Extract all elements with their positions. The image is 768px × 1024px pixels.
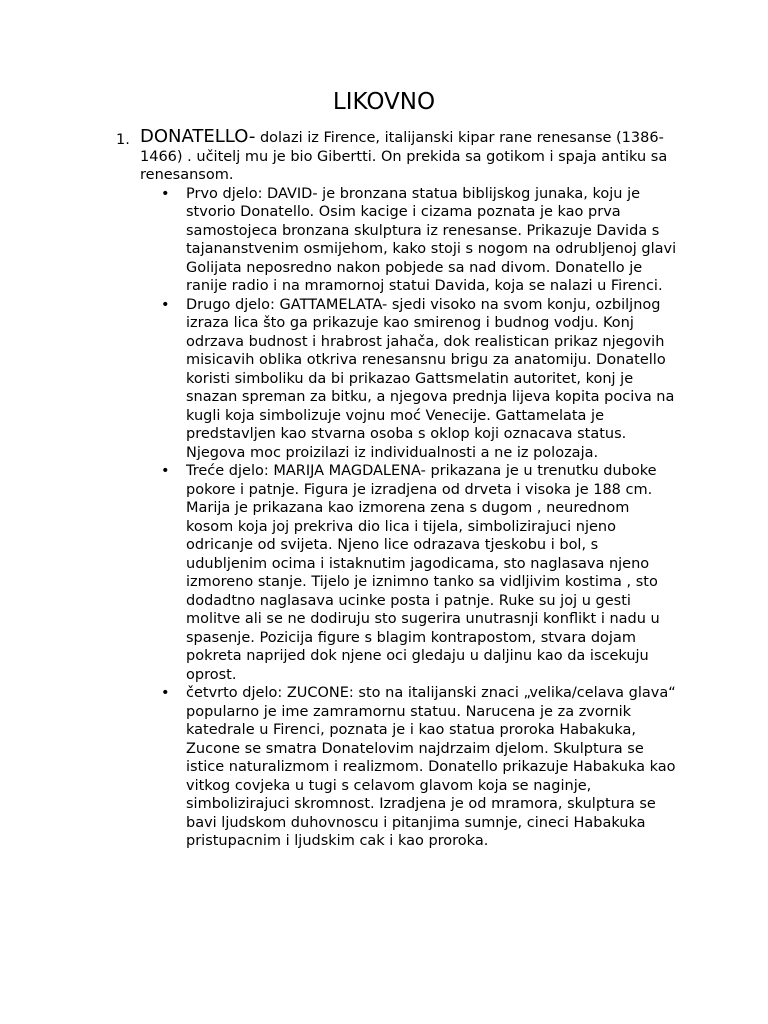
bullet-icon: • bbox=[161, 685, 170, 701]
list-item-text: Treće djelo: MARIJA MAGDALENA- prikazana je u trenutku duboke pokore i patnje. Figura je izradjena od drveta i visoka je 188 cm. Marija je prikazana kao izmorena zena s dugom , neurednom kosom koja joj prekriva dio lica i tijela, simbolizirajuci njeno odricanje od svijeta. Njeno lice odrazava tjeskobu i bol, s udubljenim ocima i istaknutim jagodicama, sto naglasava njeno izmoreno stanje. Tijelo je iznimno tanko sa vidljivim kostima , sto dodadtno naglasava ucinke posta i patnje. Ruke su joj u gesti molitve ali se ne dodiruju sto sugerira unutrasnji konflikt i nadu u spasenje. Pozicija figure s blagim kontrapostom, stvara dojam pokreta naprijed dok njene oci gledaju u daljinu kao da iscekuju oprost. bbox=[186, 463, 660, 683]
list-item-marija-magdalena bbox=[161, 462, 680, 684]
list-item-gattamelata bbox=[161, 296, 680, 463]
section-number: 1. bbox=[116, 132, 130, 148]
list-item-text: Prvo djelo: DAVID- je bronzana statua biblijskog junaka, koju je stvorio Donatello. Osim kacige i cizama poznata je kao prva samostojeca bronzana skulptura iz renesanse. Prikazuje Davida s tajananstvenim osmijehom, kako stoji s nogom na odrubljenoj glavi Golijata neposredno nakon pobjede sa nad divom. Donatello je ranije radio i na mramornoj statui Davida, koja se nalazi u Firenci. bbox=[186, 185, 677, 294]
bullet-icon: • bbox=[161, 185, 170, 202]
section-heading: DONATELLO- bbox=[140, 126, 256, 147]
section-intro-text: dolazi iz Firence, italijanski kipar rane renesanse (1386-1466) . učitelj mu je bio Gibertti. On prekida sa gotikom i spaja antiku sa renesansom. bbox=[140, 130, 668, 183]
section-donatello bbox=[116, 126, 680, 851]
section-intro-paragraph bbox=[140, 128, 680, 185]
list-item-text: Drugo djelo: GATTAMELATA- sjedi visoko na svom konju, ozbiljnog izraza lica što ga prikazuje kao smirenog i budnog vodju. Konj odrzava budnost i hrabrost jahača, dok realistican prikaz njegovih misicavih oblika otkriva renesansnu brigu za anatomiju. Donatello koristi simboliku da bi prikazao Gattsmelatin autoritet, konj je snazan spreman za bitku, a njegova prednja lijeva kopita pociva na kugli koja simbolizuje vojnu moć Venecije. Gattamelata je predstavljen kao stvarna osoba s oklop koji oznacava status. Njegova moc proizilazi iz individualnosti a ne iz polozaja. bbox=[186, 296, 675, 461]
works-list bbox=[140, 185, 680, 851]
list-item-zucone bbox=[161, 684, 680, 851]
bullet-icon: • bbox=[161, 296, 170, 313]
list-item-text: četvrto djelo: ZUCONE: sto na italijanski znaci „velika/celava glava“ popularno je ime zamramornu statuu. Narucena je za zvornik katedrale u Firenci, poznata je i kao statua proroka Habakuka, Zucone se smatra Donatelovim najdrzaim djelom. Skulptura se istice naturalizmom i realizmom. Donatello prikazuje Habakuka kao vitkog covjeka u tugi s celavom glavom koja se naginje, simbolizirajuci skromnost. Izradjena je od mramora, skulptura se bavi ljudskom duhovnoscu i pitanjima sumnje, cineci Habakuka pristupacnim i ljudskim cak i kao proroka. bbox=[186, 685, 676, 849]
page-title: LIKOVNO bbox=[332, 89, 436, 115]
bullet-icon: • bbox=[161, 463, 170, 479]
list-item-david bbox=[161, 185, 680, 296]
